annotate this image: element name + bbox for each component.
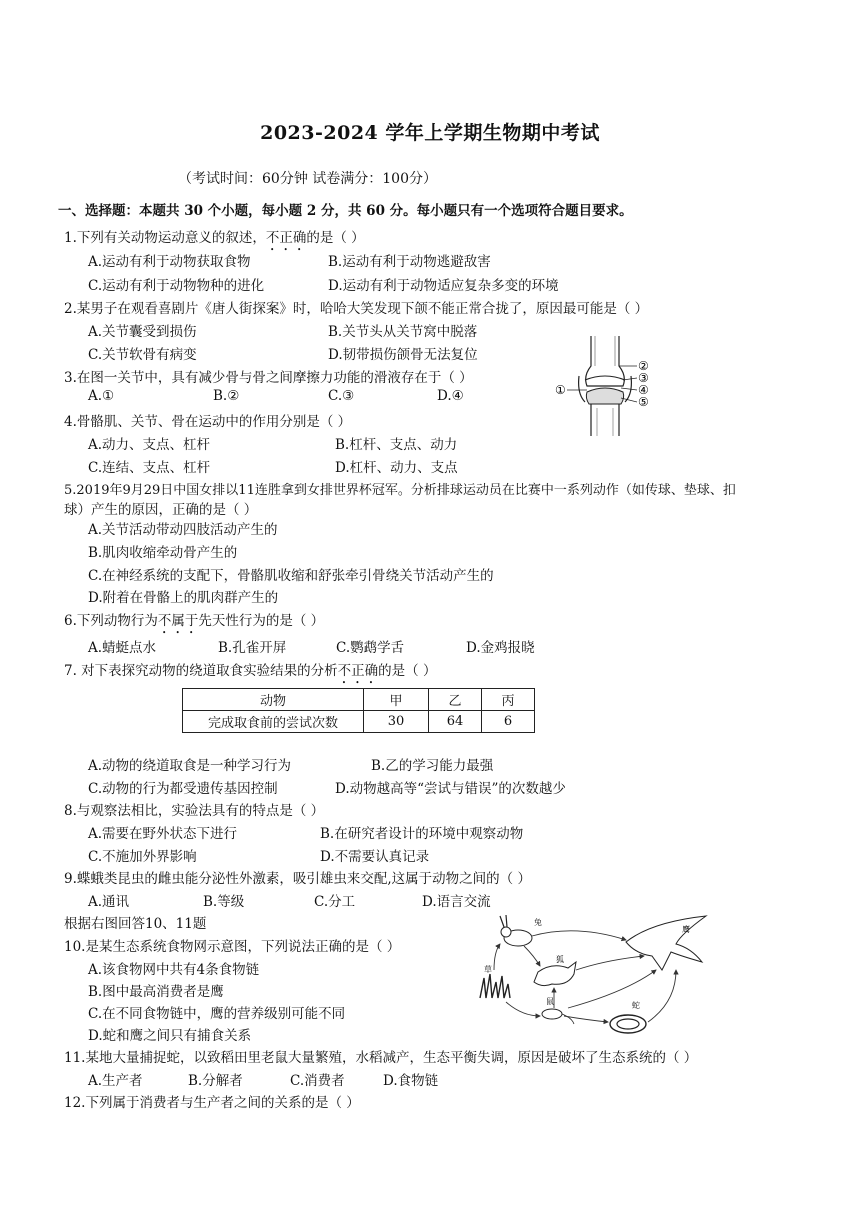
fox-icon (534, 962, 576, 986)
question-4-option-c[interactable]: C.连结、支点、杠杆 (88, 460, 211, 476)
joint-label-2: ② (638, 359, 649, 373)
question-11-option-c[interactable]: C.消费者 (290, 1073, 345, 1089)
question-3-option-b[interactable]: B.② (213, 388, 240, 404)
question-5-option-c[interactable]: C.在神经系统的支配下，骨骼肌收缩和舒张牵引骨绕关节活动产生的 (88, 568, 494, 584)
question-11-option-d[interactable]: D.食物链 (383, 1073, 439, 1089)
table-header-cell: 动物 (183, 689, 364, 711)
stem-text: 1.下列有关动物运动意义的叙述， (64, 230, 266, 246)
exam-info: （考试时间：60分钟 试卷满分：100分） (178, 171, 437, 187)
table-cell: 64 (429, 711, 482, 733)
joint-label-1: ① (555, 383, 566, 397)
question-2-option-c[interactable]: C.关节软骨有病变 (88, 347, 197, 363)
emphasis-text: 不正确 (337, 663, 379, 679)
exam-title: 2023-2024 学年上学期生物期中考试 (260, 122, 600, 144)
question-9-stem: 9.蝶蛾类昆虫的雌虫能分泌性外激素，吸引雄虫来交配,这属于动物之间的（ ） (64, 871, 531, 887)
reference-note: 根据右图回答10、11题 (64, 916, 207, 932)
food-web-diagram (476, 912, 712, 1046)
stem-text: 的是（ ） (306, 230, 365, 246)
question-2-stem: 2.某男子在观看喜剧片《唐人街探案》时，哈哈大笑发现下颌不能正常合拢了，原因最可能是（ ） (64, 301, 649, 317)
eagle-icon (626, 916, 706, 970)
question-4-stem: 4.骨骼肌、关节、骨在运动中的作用分别是（ ） (64, 414, 352, 430)
question-8-stem: 8.与观察法相比，实验法具有的特点是（ ） (64, 803, 325, 819)
question-2-option-d[interactable]: D.韧带损伤颌骨无法复位 (328, 347, 478, 363)
table-header-cell: 丙 (482, 689, 535, 711)
question-9-option-c[interactable]: C.分工 (314, 894, 356, 910)
question-8-option-a[interactable]: A.需要在野外状态下进行 (88, 826, 238, 842)
question-11-option-a[interactable]: A.生产者 (88, 1073, 143, 1089)
question-5-option-d[interactable]: D.附着在骨骼上的肌肉群产生的 (88, 590, 279, 606)
question-6-option-a[interactable]: A.蜻蜓点水 (88, 640, 157, 656)
joint-label-4: ④ (638, 383, 649, 397)
question-3-stem: 3.在图一关节中，具有减少骨与骨之间摩擦力功能的滑液存在于（ ） (64, 370, 473, 386)
question-5-stem-line2: 球）产生的原因，正确的是（ ） (64, 502, 258, 518)
question-3-option-d[interactable]: D.④ (437, 388, 464, 404)
question-8-option-c[interactable]: C.不施加外界影响 (88, 849, 197, 865)
question-7-option-b[interactable]: B.乙的学习能力最强 (371, 758, 494, 774)
question-6-option-d[interactable]: D.金鸡报晓 (466, 640, 535, 656)
question-6-option-b[interactable]: B.孔雀开屏 (218, 640, 287, 656)
question-7-option-a[interactable]: A.动物的绕道取食是一种学习行为 (88, 758, 292, 774)
experiment-table (182, 688, 535, 733)
joint-diagram (553, 336, 663, 436)
table-cell: 6 (482, 711, 535, 733)
question-7-option-c[interactable]: C.动物的行为都受遗传基因控制 (88, 781, 278, 797)
question-10-option-d[interactable]: D.蛇和鹰之间只有捕食关系 (88, 1028, 252, 1044)
table-header-cell: 甲 (364, 689, 429, 711)
question-3-option-c[interactable]: C.③ (328, 388, 355, 404)
question-7-stem (64, 659, 436, 687)
question-2-option-a[interactable]: A.关节囊受到损伤 (88, 324, 197, 340)
stem-text: 的是（ ） (378, 663, 437, 679)
joint-label-5: ⑤ (638, 395, 649, 409)
food-web-label-grass: 草 (484, 965, 492, 974)
question-1-option-a[interactable]: A.运动有利于动物获取食物 (88, 254, 251, 270)
question-5-option-a[interactable]: A.关节活动带动四肢活动产生的 (88, 522, 278, 538)
question-4-option-d[interactable]: D.杠杆、动力、支点 (335, 460, 458, 476)
question-5-stem-line1: 5.2019年9月29日中国女排以11连胜拿到女排世界杯冠军。分析排球运动员在比赛中一系列动作（如传球、垫球、扣 (64, 483, 736, 498)
stem-text: 6.下列动物行为 (64, 613, 158, 629)
question-9-option-b[interactable]: B.等级 (203, 894, 245, 910)
question-10-option-c[interactable]: C.在不同食物链中，鹰的营养级别可能不同 (88, 1006, 346, 1022)
question-11-option-b[interactable]: B.分解者 (188, 1073, 243, 1089)
joint-label-3: ③ (638, 371, 649, 385)
question-6-option-c[interactable]: C.鹦鹉学舌 (336, 640, 405, 656)
stem-text: 7. 对下表探究动物的绕道取食实验结果的分析 (64, 663, 338, 679)
question-11-stem: 11.某地大量捕捉蛇，以致稻田里老鼠大量繁殖，水稻减产，生态平衡失调，原因是破坏了生态系统的（ ） (64, 1050, 698, 1066)
table-row (183, 689, 535, 711)
question-3-option-a[interactable]: A.① (88, 388, 115, 404)
emphasis-text: 不正确 (265, 230, 307, 246)
question-1-option-b[interactable]: B.运动有利于动物逃避敌害 (328, 254, 491, 270)
question-5-option-b[interactable]: B.肌肉收缩牵动骨产生的 (88, 545, 238, 561)
food-web-label-mouse: 鼠 (546, 997, 554, 1006)
question-4-option-a[interactable]: A.动力、支点、杠杆 (88, 437, 211, 453)
question-8-option-d[interactable]: D.不需要认真记录 (320, 849, 430, 865)
stem-text: 先天性行为的是（ ） (198, 613, 325, 629)
rabbit-icon (500, 915, 532, 946)
table-row (183, 711, 535, 733)
question-1-option-c[interactable]: C.运动有利于动物物种的进化 (88, 278, 265, 294)
question-12-stem: 12.下列属于消费者与生产者之间的关系的是（ ） (64, 1095, 360, 1111)
question-10-option-a[interactable]: A.该食物网中共有4条食物链 (88, 962, 260, 978)
emphasis-text: 不属于 (157, 613, 199, 629)
question-7-option-d[interactable]: D.动物越高等“尝试与错误”的次数越少 (335, 781, 566, 797)
question-10-option-b[interactable]: B.图中最高消费者是鹰 (88, 984, 224, 1000)
food-web-label-rabbit: 兔 (534, 918, 542, 927)
question-4-option-b[interactable]: B.杠杆、支点、动力 (335, 437, 458, 453)
food-web-label-fox: 狐 (556, 955, 564, 964)
snake-icon (610, 1015, 646, 1033)
food-web-label-eagle: 鹰 (682, 925, 690, 934)
question-6-stem (64, 609, 324, 637)
question-10-stem: 10.是某生态系统食物网示意图，下列说法正确的是（ ） (64, 939, 401, 955)
question-9-option-a[interactable]: A.通讯 (88, 894, 130, 910)
question-2-option-b[interactable]: B.关节头从关节窝中脱落 (328, 324, 478, 340)
grass-icon (480, 974, 510, 998)
table-cell: 完成取食前的尝试次数 (183, 711, 364, 733)
table-header-cell: 乙 (429, 689, 482, 711)
food-web-label-snake: 蛇 (632, 1001, 640, 1010)
question-1-option-d[interactable]: D.运动有利于动物适应复杂多变的环境 (328, 278, 559, 294)
question-9-option-d[interactable]: D.语言交流 (422, 894, 491, 910)
table-cell: 30 (364, 711, 429, 733)
section-heading: 一、选择题：本题共 30 个小题，每小题 2 分，共 60 分。每小题只有一个选项符合题目要求。 (58, 203, 633, 219)
question-8-option-b[interactable]: B.在研究者设计的环境中观察动物 (320, 826, 524, 842)
